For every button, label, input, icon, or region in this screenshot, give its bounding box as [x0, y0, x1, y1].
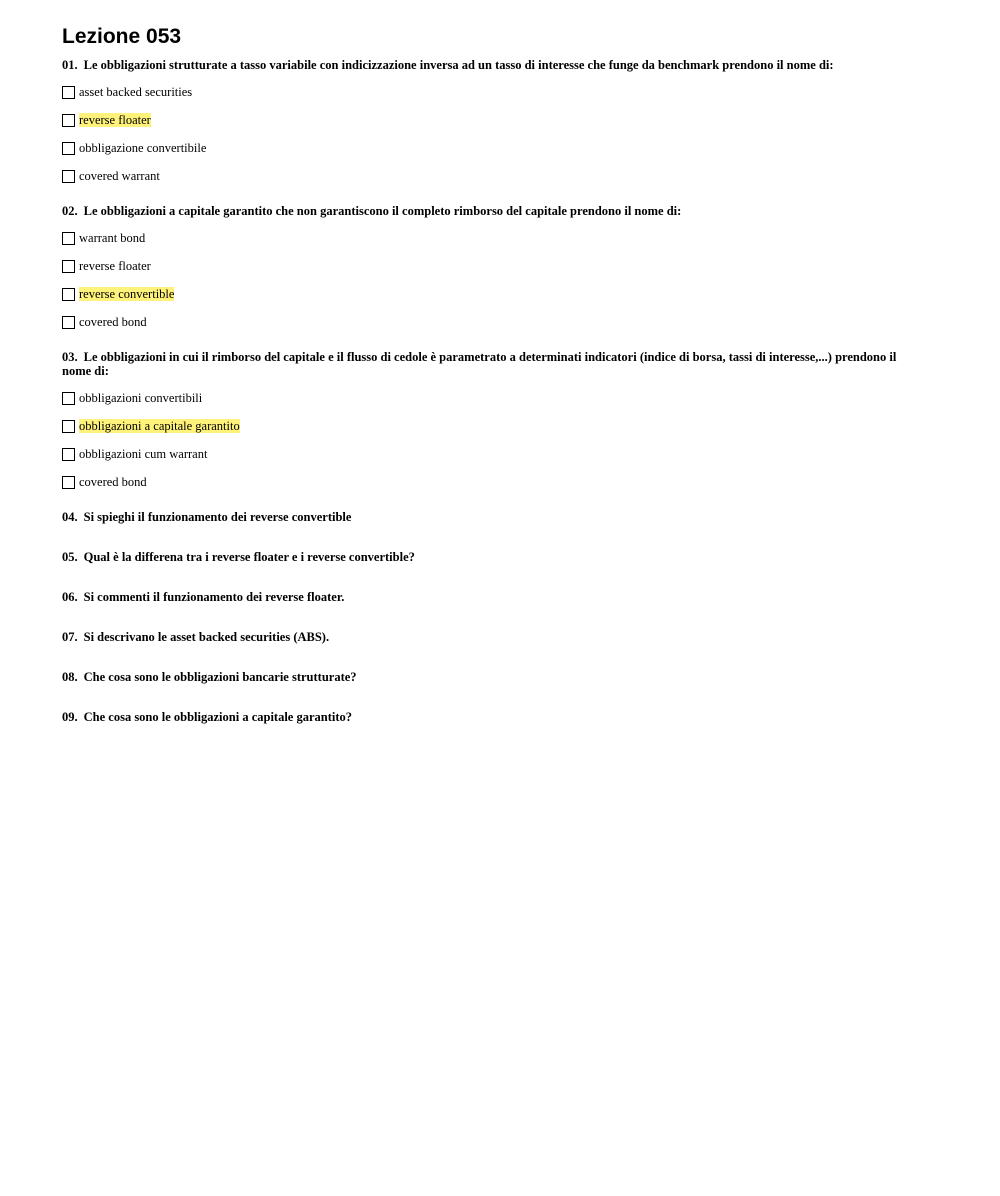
question-number: 03. — [62, 350, 78, 364]
question-prompt: Si commenti il funzionamento dei reverse floater. — [83, 590, 345, 604]
answer-label: obbligazioni convertibili — [79, 391, 203, 405]
question-number: 08. — [62, 670, 78, 684]
question-block — [62, 630, 922, 644]
answer-label: reverse floater — [79, 259, 151, 273]
answer-label-highlighted: reverse floater — [79, 113, 151, 127]
checkbox-icon[interactable] — [62, 260, 75, 273]
answer-label-highlighted: obbligazioni a capitale garantito — [79, 419, 240, 433]
question-block — [62, 58, 922, 190]
answer-options — [62, 224, 922, 336]
question-text — [62, 204, 922, 218]
answer-option[interactable] — [62, 78, 922, 106]
question-text — [62, 710, 922, 724]
checkbox-icon[interactable] — [62, 288, 75, 301]
answer-option[interactable] — [62, 384, 922, 412]
question-text — [62, 590, 922, 604]
question-prompt: Che cosa sono le obbligazioni a capitale garantito? — [83, 710, 353, 724]
checkbox-icon[interactable] — [62, 476, 75, 489]
question-block — [62, 550, 922, 564]
checkbox-icon[interactable] — [62, 316, 75, 329]
question-number: 04. — [62, 510, 78, 524]
answer-label: warrant bond — [79, 231, 146, 245]
page-title: Lezione 053 — [62, 25, 182, 48]
question-number: 07. — [62, 630, 78, 644]
answer-option[interactable] — [62, 440, 922, 468]
answer-options — [62, 384, 922, 496]
answer-label: covered warrant — [79, 169, 160, 183]
answer-label: covered bond — [79, 475, 147, 489]
checkbox-icon[interactable] — [62, 142, 75, 155]
checkbox-icon[interactable] — [62, 86, 75, 99]
question-text — [62, 670, 922, 684]
question-text — [62, 350, 922, 378]
answer-option[interactable] — [62, 308, 922, 336]
answer-option[interactable] — [62, 412, 922, 440]
question-number: 05. — [62, 550, 78, 564]
question-prompt: Qual è la differena tra i reverse floater e i reverse convertible? — [83, 550, 415, 564]
question-number: 02. — [62, 204, 78, 218]
question-block — [62, 204, 922, 336]
answer-label: covered bond — [79, 315, 147, 329]
question-text — [62, 510, 922, 524]
question-block — [62, 710, 922, 724]
question-block — [62, 510, 922, 524]
checkbox-icon[interactable] — [62, 420, 75, 433]
question-block — [62, 350, 922, 496]
question-block — [62, 590, 922, 604]
question-text — [62, 630, 922, 644]
checkbox-icon[interactable] — [62, 170, 75, 183]
answer-option[interactable] — [62, 134, 922, 162]
checkbox-icon[interactable] — [62, 114, 75, 127]
answer-label: obbligazioni cum warrant — [79, 447, 208, 461]
question-list — [62, 58, 922, 724]
answer-option[interactable] — [62, 106, 922, 134]
document-page — [62, 24, 922, 750]
answer-label: obbligazione convertibile — [79, 141, 207, 155]
question-text — [62, 58, 922, 72]
answer-options — [62, 78, 922, 190]
question-block — [62, 670, 922, 684]
question-number: 09. — [62, 710, 78, 724]
answer-option[interactable] — [62, 468, 922, 496]
question-text — [62, 550, 922, 564]
answer-label-highlighted: reverse convertible — [79, 287, 175, 301]
question-prompt: Le obbligazioni a capitale garantito che non garantiscono il completo rimborso del capitale prendono il nome di: — [83, 204, 682, 218]
question-prompt: Le obbligazioni in cui il rimborso del capitale e il flusso di cedole è parametrato a determinati indicatori (indice di borsa, tassi di interesse,...) prendono il nome di: — [62, 350, 897, 378]
question-prompt: Le obbligazioni strutturate a tasso variabile con indicizzazione inversa ad un tasso di interesse che funge da benchmark prendono il nome di: — [83, 58, 834, 72]
checkbox-icon[interactable] — [62, 448, 75, 461]
question-prompt: Si descrivano le asset backed securities (ABS). — [83, 630, 330, 644]
question-prompt: Che cosa sono le obbligazioni bancarie strutturate? — [83, 670, 357, 684]
checkbox-icon[interactable] — [62, 392, 75, 405]
question-prompt: Si spieghi il funzionamento dei reverse convertible — [83, 510, 352, 524]
checkbox-icon[interactable] — [62, 232, 75, 245]
question-number: 06. — [62, 590, 78, 604]
answer-label: asset backed securities — [79, 85, 193, 99]
answer-option[interactable] — [62, 280, 922, 308]
question-number: 01. — [62, 58, 78, 72]
answer-option[interactable] — [62, 252, 922, 280]
answer-option[interactable] — [62, 162, 922, 190]
answer-option[interactable] — [62, 224, 922, 252]
